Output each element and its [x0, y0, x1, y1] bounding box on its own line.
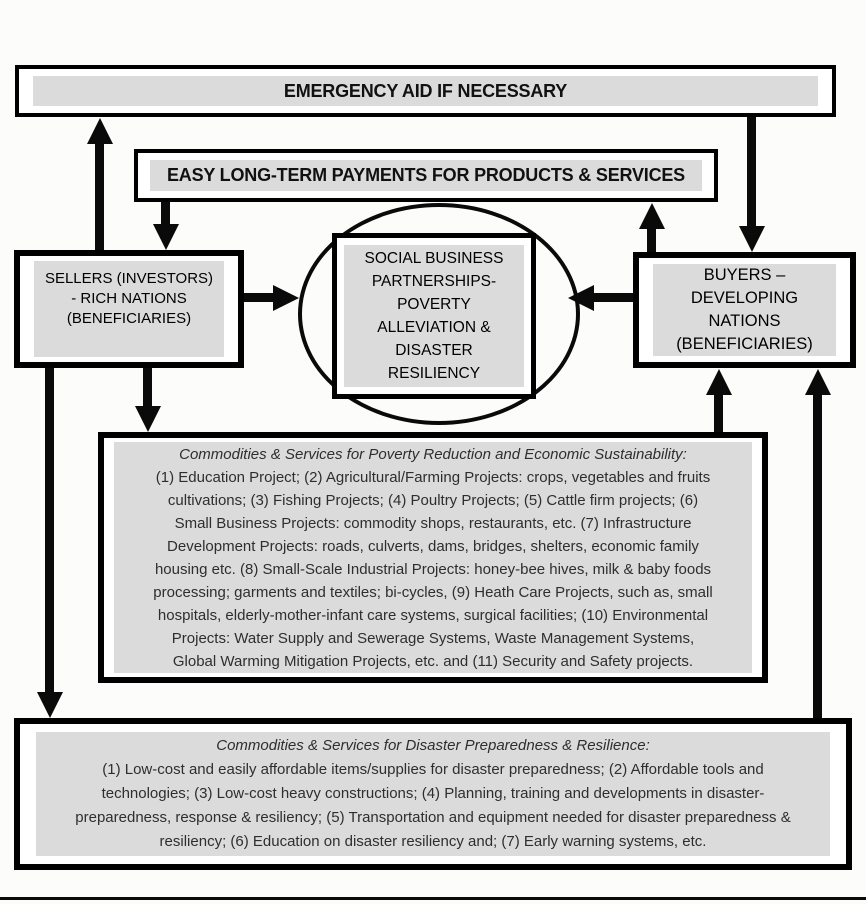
poverty-commodities-line: cultivations; (3) Fishing Projects; (4) Poultry Projects; (5) Cattle firm projects; (6): [167, 491, 699, 509]
sellers-panel: [34, 261, 224, 357]
partnership-panel: [344, 245, 524, 387]
arrowhead-down-icon: [37, 692, 63, 718]
arrow-shaft: [647, 226, 656, 252]
arrow-shaft: [95, 141, 104, 250]
arrow-shaft: [592, 293, 633, 302]
disaster-commodities-box: [14, 718, 852, 870]
easy-payments-label: EASY LONG-TERM PAYMENTS FOR PRODUCTS & SERVICES: [166, 165, 685, 185]
poverty-commodities-line: Small Business Projects: commodity shops, restaurants, etc. (7) Infrastructure: [174, 514, 692, 532]
easy-payments-panel: [150, 160, 702, 191]
disaster-commodities-panel: [36, 732, 830, 856]
sellers-line: - RICH NATIONS: [71, 290, 187, 307]
easy-payments-box: [134, 149, 718, 202]
sellers-line: SELLERS (INVESTORS): [44, 270, 214, 287]
sellers-box: [14, 250, 244, 368]
arrow-shaft: [161, 201, 170, 226]
sellers-line: (BENEFICIARIES): [66, 310, 192, 327]
poverty-commodities-panel: [114, 442, 752, 673]
poverty-commodities-line: hospitals, elderly-mother-infant care systems, surgical facilities; (10) Environmental: [157, 606, 709, 624]
bottom-divider-rule: [0, 897, 866, 900]
arrow-shaft: [747, 117, 756, 228]
buyers-line: DEVELOPING: [690, 289, 799, 307]
poverty-commodities-line: Projects: Water Supply and Sewerage Systems, Waste Management Systems,: [171, 629, 695, 647]
buyers-line: (BENEFICIARIES): [676, 335, 813, 353]
buyers-line: NATIONS: [708, 312, 781, 330]
partnership-line: ALLEVIATION &: [377, 319, 491, 336]
emergency-aid-label: EMERGENCY AID IF NECESSARY: [283, 80, 568, 101]
poverty-commodities-line: housing etc. (8) Small-Scale Industrial Projects: honey-bee hives, milk & baby foods: [154, 560, 712, 578]
arrow-shaft: [243, 293, 275, 302]
emergency-aid-box: [15, 65, 836, 117]
arrow-shaft: [143, 368, 152, 408]
partnership-line: SOCIAL BUSINESS: [364, 250, 504, 267]
buyers-box: [633, 252, 856, 368]
disaster-commodities-line: technologies; (3) Low-cost heavy constructions; (4) Planning, training and developments in disaster-: [101, 785, 765, 802]
disaster-commodities-line: preparedness, response & resiliency; (5) Transportation and equipment needed for disaster preparedness &: [75, 809, 791, 826]
buyers-panel: [653, 264, 836, 356]
disaster-commodities-line: resiliency; (6) Education on disaster resiliency and; (7) Early warning systems, etc.: [159, 833, 707, 850]
arrow-shaft: [45, 368, 54, 694]
partnership-box: [332, 233, 536, 399]
arrowhead-right-icon: [273, 285, 299, 311]
arrowhead-down-icon: [739, 226, 765, 252]
poverty-commodities-line: (1) Education Project; (2) Agricultural/Farming Projects: crops, vegetables and fruits: [155, 468, 711, 486]
partnership-line: RESILIENCY: [387, 365, 481, 382]
poverty-commodities-line: Global Warming Mitigation Projects, etc. and (11) Security and Safety projects.: [172, 652, 694, 670]
arrowhead-up-icon: [706, 369, 732, 395]
emergency-aid-panel: [33, 76, 818, 106]
arrow-shaft: [714, 393, 723, 432]
arrowhead-up-icon: [805, 369, 831, 395]
partnership-line: POVERTY: [397, 296, 471, 313]
poverty-commodities-box: [98, 432, 768, 683]
disaster-commodities-line: (1) Low-cost and easily affordable items/supplies for disaster preparedness; (2) Affordable tools and: [102, 761, 764, 778]
arrow-shaft: [813, 393, 822, 718]
arrowhead-down-icon: [135, 406, 161, 432]
poverty-commodities-line: processing; garments and textiles; bi-cycles, (9) Heath Care Projects, such as, small: [153, 583, 713, 601]
poverty-commodities-heading: Commodities & Services for Poverty Reduction and Economic Sustainability:: [179, 445, 687, 463]
buyers-line: BUYERS –: [703, 266, 786, 284]
partnership-line: PARTNERSHIPS-: [371, 273, 497, 290]
disaster-commodities-heading: Commodities & Services for Disaster Preparedness & Resilience:: [216, 737, 650, 754]
poverty-commodities-line: Development Projects: roads, culverts, dams, bridges, shelters, economic family: [167, 537, 699, 555]
partnership-line: DISASTER: [395, 342, 473, 359]
arrowhead-down-icon: [153, 224, 179, 250]
